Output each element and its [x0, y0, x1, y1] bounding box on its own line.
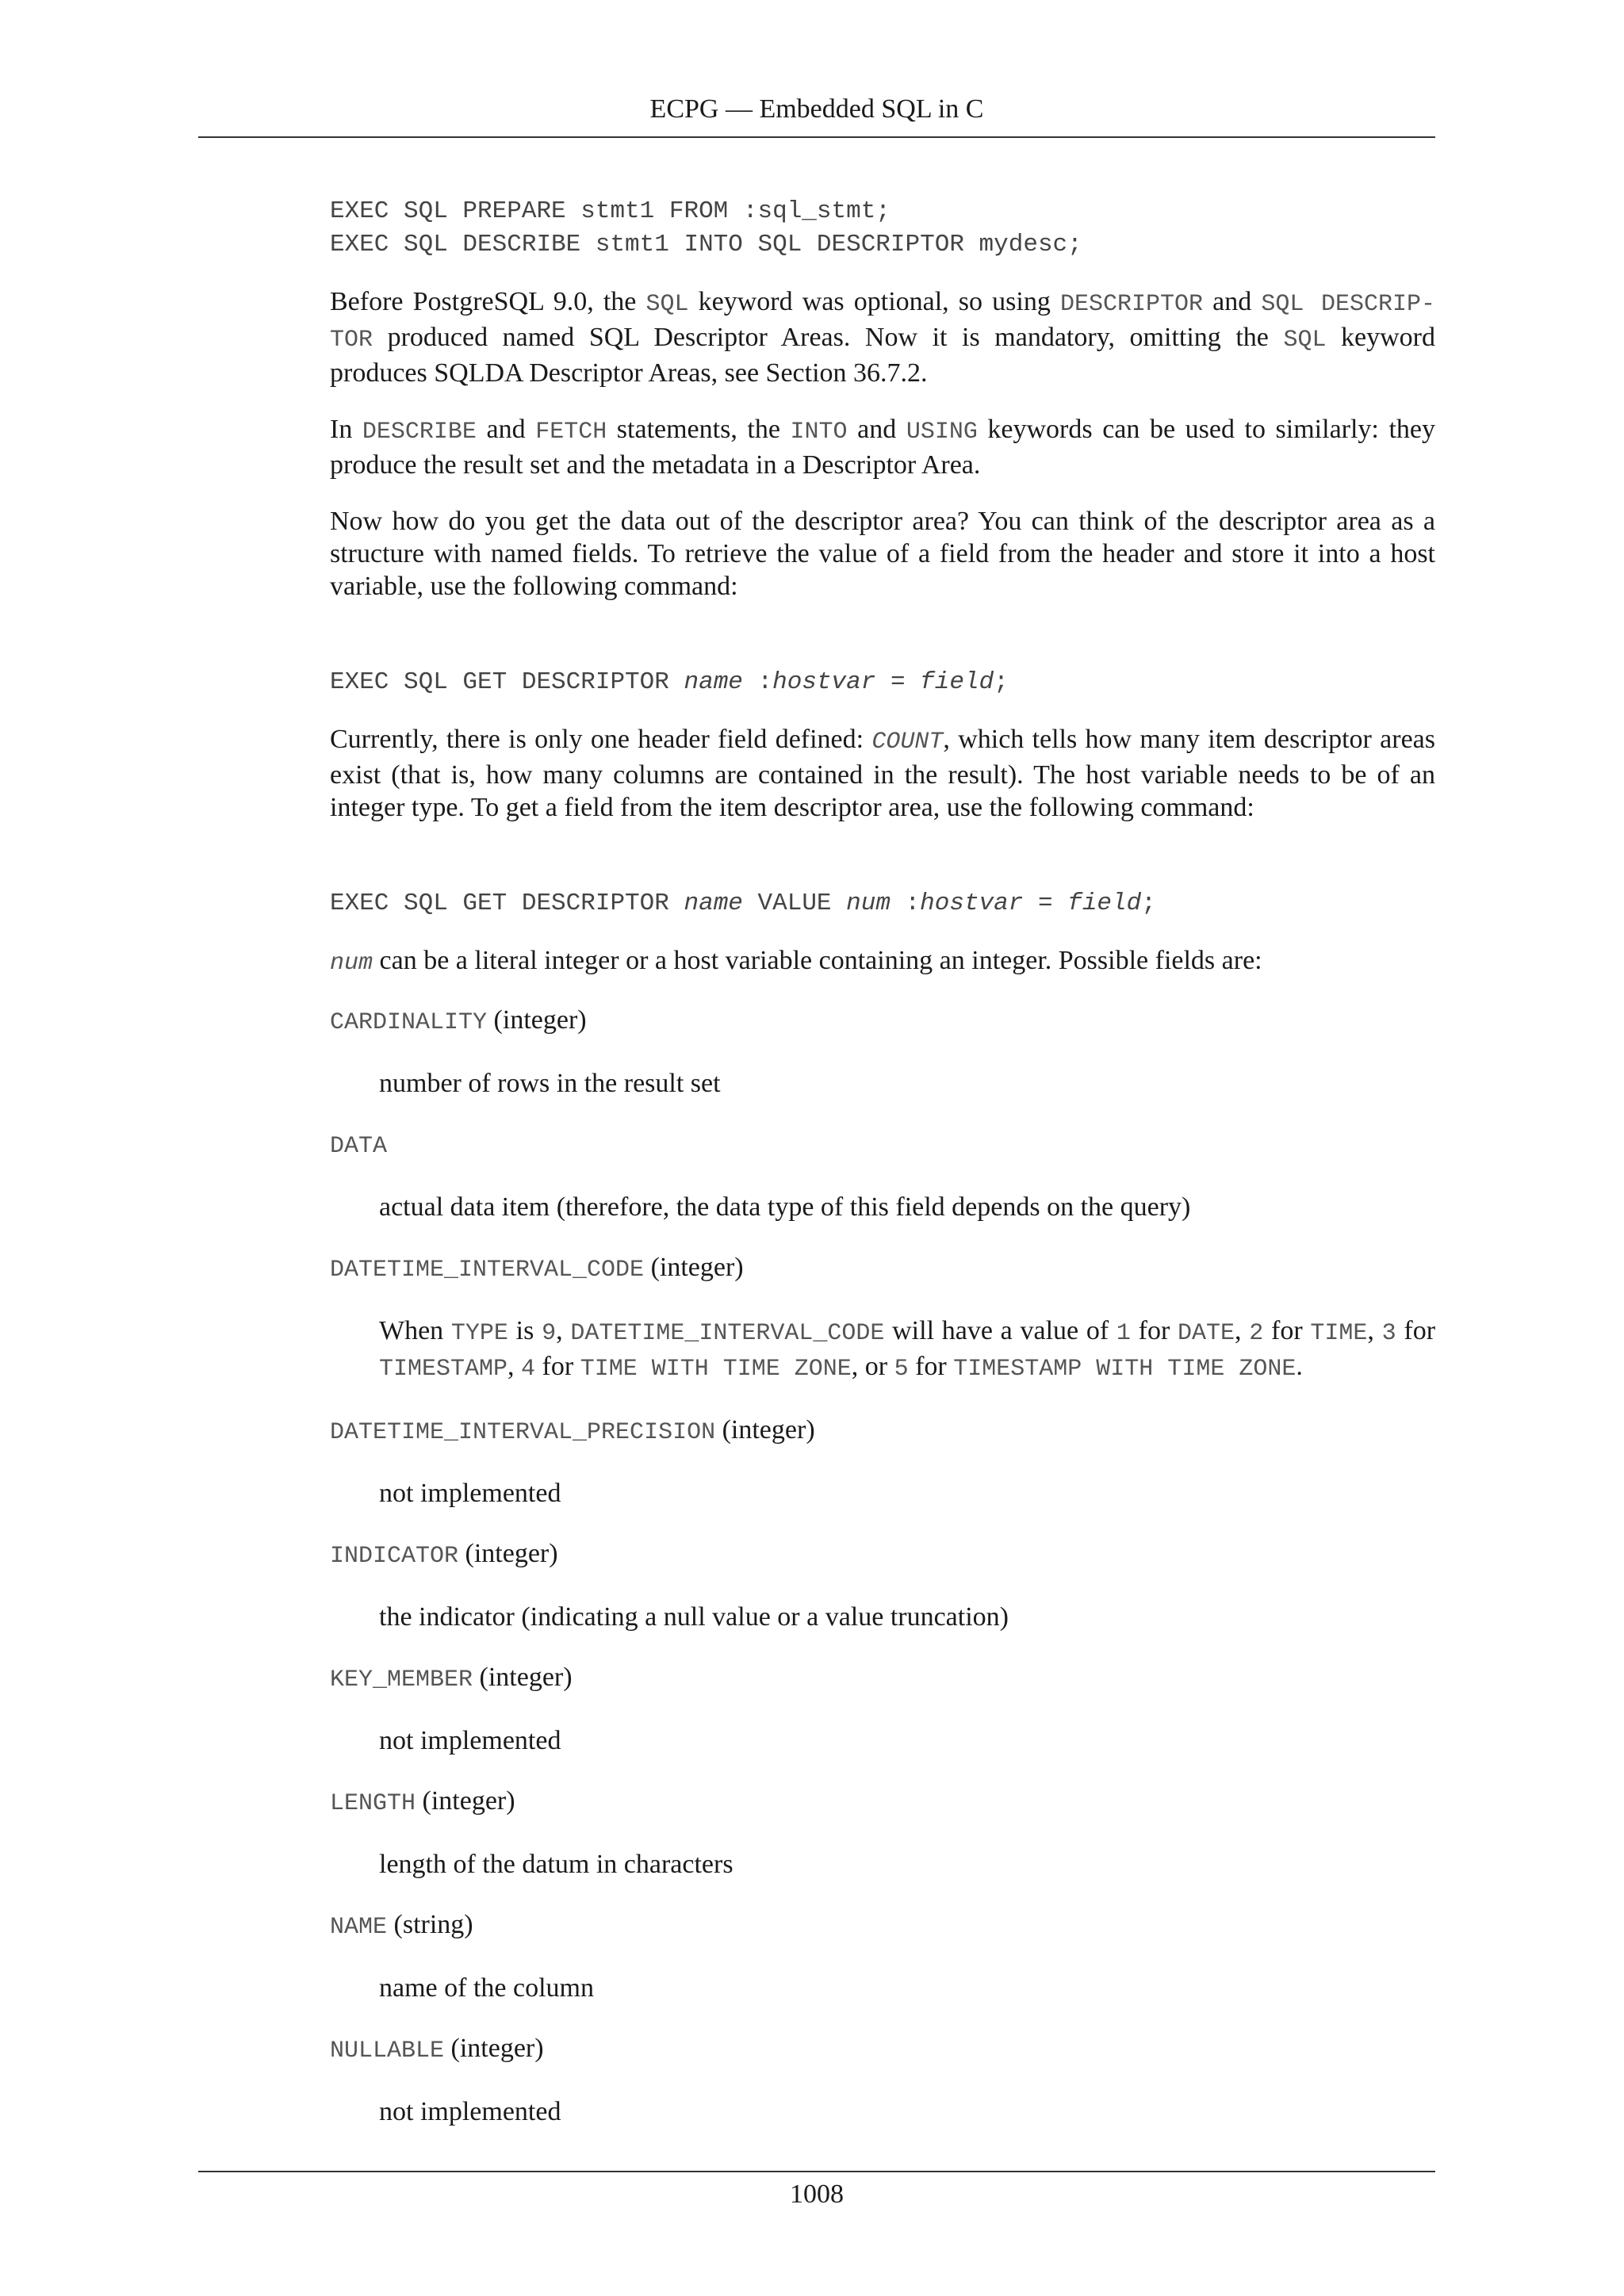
code-text: :: [742, 668, 773, 696]
field-desc-datetime-interval-code: [379, 1314, 1435, 1386]
field-desc-name: name of the column: [379, 1973, 594, 2003]
text: for: [1130, 1316, 1178, 1345]
field-name: KEY_MEMBER: [330, 1667, 473, 1693]
code-placeholder: field: [920, 668, 994, 696]
header-rule: [198, 136, 1435, 138]
text: ,: [556, 1316, 571, 1345]
text: .: [1296, 1352, 1303, 1381]
code-text: EXEC SQL GET DESCRIPTOR: [330, 890, 684, 917]
field-term-name: [330, 1908, 1435, 1944]
code-term: TIMESTAMP WITH TIME ZONE: [953, 1356, 1297, 1383]
paragraph-num: [330, 944, 1435, 980]
field-type: (string): [387, 1910, 473, 1939]
text: Before PostgreSQL 9.0, the: [330, 287, 646, 316]
field-desc-indicator: the indicator (indicating a null value or a value truncation): [379, 1602, 1009, 1632]
code-placeholder: hostvar: [920, 890, 1024, 917]
page-number: 1008: [790, 2179, 844, 2209]
paragraph-count-field: [330, 723, 1435, 824]
field-name: CARDINALITY: [330, 1009, 488, 1036]
code-term: DESCRIPTOR: [1059, 291, 1203, 318]
code-text: ;: [994, 668, 1009, 696]
text: , or: [851, 1352, 894, 1381]
field-desc-key-member: not implemented: [379, 1726, 561, 1755]
code-term: 2: [1249, 1320, 1264, 1347]
code-placeholder: num: [846, 890, 891, 917]
page-header: ECPG — Embedded SQL in C: [649, 94, 984, 124]
field-term-datetime-interval-code: [330, 1251, 1435, 1287]
text: statements, the: [607, 415, 791, 444]
text: keywords can be used to similarly: they produce the result set and the metadata in a Descriptor Area.: [330, 415, 1436, 480]
code-term: TYPE: [450, 1320, 508, 1347]
code-term: COUNT: [871, 729, 944, 756]
field-name: DATA: [330, 1133, 388, 1160]
field-term-datetime-interval-precision: [330, 1414, 1435, 1449]
text: ,: [1235, 1316, 1250, 1345]
code-term: TIMESTAMP: [379, 1356, 508, 1383]
field-term-key-member: [330, 1661, 1435, 1697]
paragraph-get-data: Now how do you get the data out of the descriptor area? You can think of the descriptor area as a structure with named fields. To retrieve the value of a field from the header and store it into a host variable, use the following command:: [330, 507, 1435, 601]
code-text: =: [875, 668, 921, 696]
paragraph-sql-keyword: [330, 285, 1435, 389]
text: is: [508, 1316, 542, 1345]
code-term: 1: [1116, 1320, 1131, 1347]
code-term: DATE: [1178, 1320, 1235, 1347]
footer-rule: [198, 2171, 1435, 2172]
field-desc-data: actual data item (therefore, the data type of this field depends on the query): [379, 1192, 1191, 1222]
field-term-nullable: [330, 2032, 1435, 2068]
field-term-length: [330, 1785, 1435, 1820]
field-type: (integer): [487, 1005, 587, 1035]
code-term: SQL DESCRIP-TOR: [330, 291, 1436, 354]
field-type: (integer): [715, 1415, 815, 1445]
text: and: [1203, 287, 1262, 316]
text: In: [330, 415, 362, 444]
field-name: LENGTH: [330, 1790, 416, 1817]
code-term: DESCRIBE: [362, 419, 477, 446]
text: for: [535, 1352, 580, 1381]
code-placeholder: hostvar: [772, 668, 876, 696]
text: will have a value of: [884, 1316, 1116, 1345]
code-block-get-descriptor: [330, 666, 1435, 699]
code-block-describe: [330, 195, 1435, 262]
code-text: =: [1023, 890, 1068, 917]
text: and: [476, 415, 536, 444]
code-term: USING: [906, 419, 978, 446]
code-term: FETCH: [535, 419, 607, 446]
field-type: (integer): [416, 1786, 515, 1816]
text: ,: [1367, 1316, 1382, 1345]
field-type: (integer): [644, 1253, 744, 1282]
code-text: :: [890, 890, 921, 917]
code-placeholder: name: [684, 668, 743, 696]
field-term-data: [330, 1127, 1435, 1163]
code-placeholder: field: [1067, 890, 1142, 917]
field-name: DATETIME_INTERVAL_PRECISION: [330, 1419, 716, 1446]
field-term-indicator: [330, 1537, 1435, 1573]
text: , which tells how many item descriptor areas exist (that is, how many columns are contained in the result). The host variable needs to be of an integer type. To get a field from the item descriptor area, use the following command:: [330, 725, 1435, 822]
code-text: ;: [1141, 890, 1156, 917]
code-term: TIME: [1310, 1320, 1368, 1347]
code-term: 3: [1381, 1320, 1396, 1347]
code-term: 5: [894, 1356, 909, 1383]
code-term: 4: [521, 1356, 536, 1383]
code-line: EXEC SQL DESCRIBE stmt1 INTO SQL DESCRIPTOR mydesc;: [330, 231, 1082, 258]
text: for: [1263, 1316, 1311, 1345]
field-list: [330, 1004, 1435, 2128]
code-term: TIME WITH TIME ZONE: [580, 1356, 852, 1383]
text: ,: [508, 1352, 522, 1381]
field-type: (integer): [473, 1663, 573, 1692]
code-term: INTO: [790, 419, 848, 446]
code-line: EXEC SQL PREPARE stmt1 FROM :sql_stmt;: [330, 197, 891, 225]
field-desc-datetime-interval-precision: not implemented: [379, 1479, 561, 1508]
text: can be a literal integer or a host variable containing an integer. Possible fields are:: [373, 946, 1262, 975]
field-type: (integer): [444, 2034, 544, 2063]
code-block-get-descriptor-value: [330, 887, 1435, 920]
code-text: VALUE: [742, 890, 847, 917]
text: and: [847, 415, 906, 444]
field-name: DATETIME_INTERVAL_CODE: [330, 1257, 645, 1284]
text: keyword was optional, so using: [688, 287, 1060, 316]
text: produced named SQL Descriptor Areas. Now it is mandatory, omitting the: [373, 323, 1284, 352]
code-term: SQL: [645, 291, 689, 318]
paragraph-into-using: [330, 413, 1435, 481]
text: When: [379, 1316, 451, 1345]
code-text: EXEC SQL GET DESCRIPTOR: [330, 668, 684, 696]
field-term-cardinality: [330, 1004, 1435, 1039]
code-term: SQL: [1283, 327, 1327, 354]
field-desc-length: length of the datum in characters: [379, 1850, 733, 1879]
field-type: (integer): [458, 1539, 558, 1568]
page-content: [330, 195, 1435, 2156]
text: for: [908, 1352, 954, 1381]
field-name: NAME: [330, 1914, 388, 1941]
field-desc-cardinality: number of rows in the result set: [379, 1069, 721, 1098]
field-desc-nullable: not implemented: [379, 2097, 561, 2126]
code-placeholder: name: [684, 890, 743, 917]
field-name: INDICATOR: [330, 1543, 459, 1570]
code-term: 9: [542, 1320, 557, 1347]
field-name: NULLABLE: [330, 2038, 445, 2064]
code-term: num: [330, 950, 373, 977]
text: Currently, there is only one header field defined:: [330, 725, 872, 754]
code-term: DATETIME_INTERVAL_CODE: [570, 1320, 885, 1347]
text: keyword produces SQLDA Descriptor Areas, see Section 36.7.2.: [330, 323, 1436, 388]
text: for: [1396, 1316, 1436, 1345]
